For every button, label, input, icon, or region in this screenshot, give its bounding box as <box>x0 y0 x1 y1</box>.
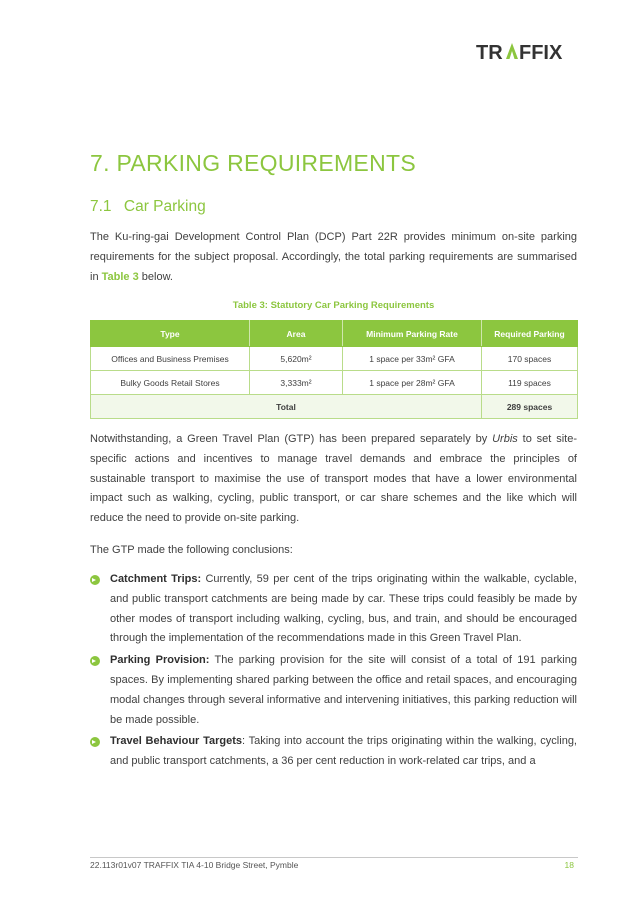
header-area: Area <box>250 321 343 347</box>
section-title: Car Parking <box>123 198 206 215</box>
bullet-label: Parking Provision: <box>110 654 210 667</box>
table-row <box>91 371 578 395</box>
cell-required: 119 spaces <box>482 371 578 395</box>
intro-paragraph <box>90 228 577 287</box>
list-item <box>90 570 577 649</box>
author-name: Urbis <box>492 433 518 445</box>
table-reference: Table 3 <box>101 270 139 283</box>
bullet-arrow-icon <box>90 575 100 585</box>
total-value: 289 spaces <box>482 395 578 419</box>
gtp-text: Notwithstanding, a Green Travel Plan (GTP) has been prepared separately by <box>90 433 493 445</box>
cell-type: Offices and Business Premises <box>91 347 250 371</box>
parking-requirements-table <box>90 320 578 419</box>
bullet-text: Currently, 59 per cent of the trips originating within the walkable, cyclable, and public transport catchments are being made by car. These trips could feasibly be made by other modes of transport including walking, cycling, bus, and train, and should be encouraged through the implementation of the recommendations made in this Green Travel Plan. <box>110 573 577 645</box>
total-label: Total <box>91 395 482 419</box>
bullet-label: Catchment Trips: <box>110 573 202 585</box>
header-type: Type <box>91 321 250 347</box>
bullet-arrow-icon <box>90 737 100 747</box>
bullet-text: : Taking into account the trips originating within the walking, cycling, and public transport catchments, a 36 per cent reduction in work-related car trips, and a <box>110 735 577 768</box>
traffix-logo <box>476 40 576 64</box>
table-row <box>91 347 578 371</box>
footer-document-reference: 22.113r01v07 TRAFFIX TIA 4-10 Bridge Street, Pymble <box>90 860 299 870</box>
gtp-text-end: to set site-specific actions and incentives to manage travel demands and embrace the principles of sustainable transport to maximise the use of transport modes that have a lower environmental impact such as walking, cycling, public transport, or car share schemes and the like which will reduce the need to provide on-site parking. <box>90 433 577 525</box>
svg-text:FFIX: FFIX <box>519 42 563 64</box>
cell-rate: 1 space per 28m² GFA <box>343 371 482 395</box>
cell-area: 3,333m² <box>250 371 343 395</box>
table-total-row <box>91 395 578 419</box>
cell-type: Bulky Goods Retail Stores <box>91 371 250 395</box>
cell-required: 170 spaces <box>482 347 578 371</box>
list-item <box>90 651 577 730</box>
svg-text:TR: TR <box>476 42 503 64</box>
table-header-row <box>91 321 578 347</box>
intro-text: The Ku-ring-gai Development Control Plan (DCP) Part 22R provides minimum on-site parking requirements for the subject proposal. Accordingly, the total parking requirements are summarised in <box>90 231 577 283</box>
intro-text-end: below. <box>138 270 173 283</box>
cell-area: 5,620m² <box>250 347 343 371</box>
bullet-label: Travel Behaviour Targets <box>110 735 242 748</box>
page-title: 7. PARKING REQUIREMENTS <box>90 150 416 176</box>
section-number: 7.1 <box>90 198 112 215</box>
cell-rate: 1 space per 33m² GFA <box>343 347 482 371</box>
section-heading <box>90 198 206 216</box>
page-number: 18 <box>564 860 574 870</box>
bullet-arrow-icon <box>90 656 100 666</box>
bullet-text: The parking provision for the site will consist of a total of 191 parking spaces. By implementing shared parking between the office and retail spaces, and encouraging modal changes through several informative and intervening initiatives, this parking reduction will be made possible. <box>110 654 577 726</box>
footer-divider <box>90 857 578 858</box>
gtp-paragraph <box>90 430 577 529</box>
conclusions-list <box>90 570 577 774</box>
list-item <box>90 732 577 772</box>
table-caption: Table 3: Statutory Car Parking Requirements <box>232 300 435 311</box>
header-rate: Minimum Parking Rate <box>343 321 482 347</box>
header-required: Required Parking <box>482 321 578 347</box>
conclusions-intro: The GTP made the following conclusions: <box>90 544 293 556</box>
